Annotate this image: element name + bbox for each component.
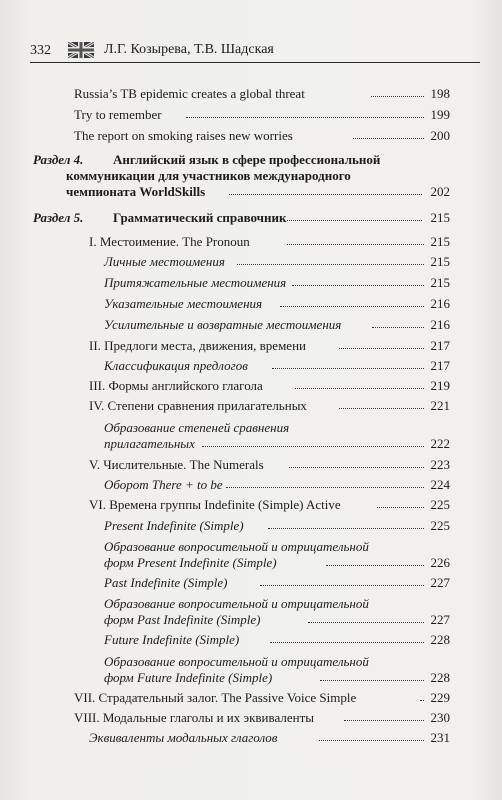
toc-entry-title: VIII. Модальные глаголы и их эквиваленты [74,710,314,725]
toc-entry [104,596,450,627]
toc-entry-page: 230 [430,710,450,725]
toc-entry-title: VII. Страдательный залог. The Passive Voice Simple [74,690,357,705]
toc-entry-page: 221 [430,398,450,413]
toc-entry-page: 199 [430,107,450,122]
toc-entry-title: Усилительные и возвратные местоимения [104,317,342,332]
toc-entry-page: 222 [430,436,450,451]
toc-section-4 [33,152,450,198]
toc-entry [89,730,450,745]
toc-entry [74,128,450,143]
toc-entry-page: 202 [430,184,450,199]
toc-entry-title: V. Числительные. The Numerals [89,457,264,472]
authors: Л.Г. Козырева, Т.В. Шадская [104,42,274,57]
toc-entry-title-line: форм Future Indefinite (Simple) [104,670,273,685]
section-label: Раздел 4. [33,152,84,167]
toc-entry [74,710,450,725]
toc-entry-title: Present Indefinite (Simple) [104,518,244,533]
toc-entry-page: 227 [430,575,450,590]
toc-entry-page: 219 [430,378,450,393]
toc-entry-page: 217 [430,358,450,373]
toc-entry-title-line: Образование вопросительной и отрицательной [104,654,369,669]
section-title-line: Английский язык в сфере профессиональной [113,152,381,167]
toc-entry [89,398,450,413]
leader-dots [320,680,424,681]
toc-entry-page: 225 [430,497,450,512]
toc-entry [104,317,450,332]
toc-entry-title: Future Indefinite (Simple) [104,632,240,647]
toc-entry-page: 217 [430,338,450,353]
toc-entry-title: Оборот There + to be [104,477,223,492]
toc-section-5 [33,210,450,225]
toc-entry [89,338,450,353]
toc-entry-title: I. Местоимение. The Pronoun [89,234,250,249]
leader-dots [344,720,424,721]
toc-entry [104,518,450,533]
leader-dots [326,565,424,566]
leader-dots [353,138,424,139]
toc-entry [104,632,450,647]
leader-dots [308,622,424,623]
toc-entry-title-line: форм Past Indefinite (Simple) [104,612,261,627]
leader-dots [237,264,424,265]
leader-dots [226,487,424,488]
leader-dots [186,117,424,118]
leader-dots [420,700,424,701]
toc-entry [104,296,450,311]
leader-dots [372,327,424,328]
toc-entry [104,358,450,373]
toc-entry-title: IV. Степени сравнения прилагательных [89,398,307,413]
toc-entry-page: 226 [430,555,450,570]
toc-entry-page: 224 [430,477,450,492]
leader-dots [287,244,424,245]
toc-entry-title-line: Образование степеней сравнения [104,420,290,435]
toc-entry [104,539,450,570]
toc-entry [89,378,450,393]
leader-dots [260,585,424,586]
leader-dots [280,306,424,307]
toc-entry-title: Past Indefinite (Simple) [104,575,228,590]
toc-entry-title-line: форм Present Indefinite (Simple) [104,555,277,570]
toc-entry-page: 228 [430,670,450,685]
toc-entry-page: 227 [430,612,450,627]
toc-entry-title-line: Образование вопросительной и отрицательной [104,539,369,554]
toc-entry [104,254,450,269]
toc-entry [104,477,450,492]
section-title-line: чемпионата WorldSkills [66,184,206,199]
toc-entry-page: 228 [430,632,450,647]
toc-entry [74,107,450,122]
toc-entry-page: 223 [430,457,450,472]
toc-entry-title: The report on smoking raises new worries [74,128,293,143]
toc-entry-page: 215 [430,275,450,290]
toc-entry [89,234,450,249]
leader-dots [272,368,424,369]
toc-entry [104,275,450,290]
toc-entry-page: 198 [430,86,450,101]
leader-dots [270,642,424,643]
section-title-line: коммуникации для участников международного [66,168,351,183]
toc-entry-title-line: прилагательных [104,436,195,451]
toc-entry-title: Притяжательные местоимения [104,275,287,290]
toc-entry-title: Личные местоимения [104,254,225,269]
toc-entry-page: 215 [430,210,450,225]
leader-dots [377,507,424,508]
toc-entry [104,575,450,590]
toc-entry [74,86,450,101]
leader-dots [292,285,424,286]
leader-dots [339,348,424,349]
leader-dots [339,408,424,409]
section-title: Грамматический справочник [113,210,287,225]
toc-entry [89,457,450,472]
toc-entry-title: Классификация предлогов [104,358,248,373]
toc-entry-title: Try to remember [74,107,162,122]
leader-dots [371,96,424,97]
leader-dots [295,388,424,389]
toc-entry-page: 216 [430,296,450,311]
leader-dots [268,528,424,529]
toc-entry-page: 225 [430,518,450,533]
toc-entry-title: Эквиваленты модальных глаголов [89,730,278,745]
toc-entry [104,654,450,685]
leader-dots [319,740,424,741]
leader-dots [289,467,424,468]
toc-entry [74,690,450,705]
section-label: Раздел 5. [33,210,84,225]
toc-entry-title: II. Предлоги места, движения, времени [89,338,306,353]
toc-entry-title-line: Образование вопросительной и отрицательной [104,596,369,611]
toc-entry-title: III. Формы английского глагола [89,378,263,393]
toc-entry-page: 231 [430,730,450,745]
toc-entry-page: 215 [430,234,450,249]
toc-entry-title: Russia’s TB epidemic creates a global threat [74,86,305,101]
toc-entry [104,420,450,451]
page-number: 332 [30,43,51,58]
toc-entry-page: 200 [430,128,450,143]
leader-dots [287,220,422,221]
toc-entry [89,497,450,512]
toc-entry-title: Указательные местоимения [104,296,263,311]
toc-entry-title: VI. Времена группы Indefinite (Simple) Active [89,497,341,512]
toc-entry-page: 215 [430,254,450,269]
leader-dots [202,446,424,447]
leader-dots [229,194,422,195]
toc-entry-page: 229 [430,690,450,705]
toc-entry-page: 216 [430,317,450,332]
